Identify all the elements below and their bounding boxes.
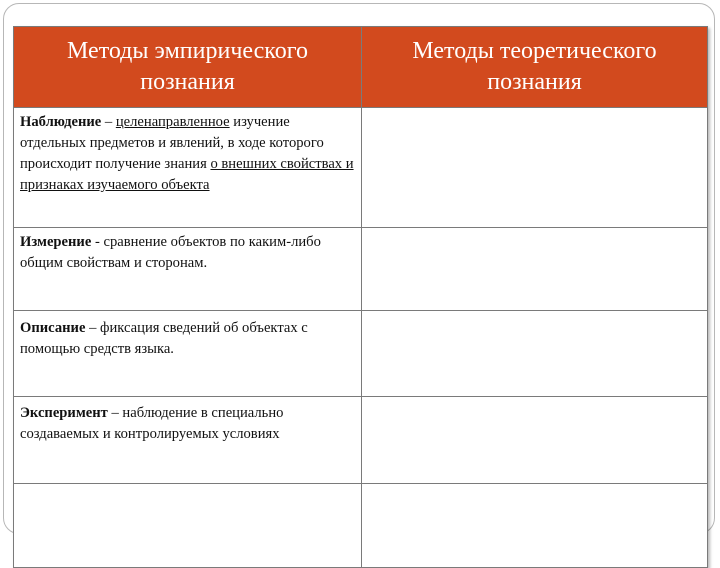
experiment-desc: наблюдение в специально создаваемых и контролируемых условиях [20, 405, 284, 442]
term-measurement: Измерение [20, 234, 92, 250]
observation-desc: изучение отдельных предметов и явлений, в ходе которого происходит получение знания [20, 114, 324, 172]
dash: – [85, 320, 101, 336]
methods-table [13, 26, 708, 568]
dash: - [91, 234, 104, 250]
cell-theoretical-1 [362, 108, 708, 228]
cell-theoretical-2 [362, 228, 708, 311]
cell-measurement [14, 228, 362, 311]
dash: – [107, 405, 123, 421]
term-experiment: Эксперимент [20, 405, 108, 421]
description-desc: фиксация сведений об объектах с помощью средств языка. [20, 320, 308, 357]
cell-theoretical-4 [362, 397, 708, 484]
table-row [14, 108, 708, 228]
cell-theoretical-3 [362, 311, 708, 397]
measurement-desc: сравнение объектов по каким-либо общим свойствам и сторонам. [20, 234, 321, 271]
cell-theoretical-5 [362, 484, 708, 568]
table-row [14, 484, 708, 568]
table-row [14, 397, 708, 484]
header-theoretical-methods: Методы теоретического познания [362, 27, 708, 108]
cell-experiment [14, 397, 362, 484]
table-row [14, 311, 708, 397]
term-observation: Наблюдение [20, 114, 102, 130]
observation-underlined-1: целенаправленное [115, 114, 230, 130]
cell-observation [14, 108, 362, 228]
observation-underlined-2: о внешних свойствах и признаках изучаемого объекта [20, 156, 354, 193]
table-header-row [14, 27, 708, 108]
header-empirical-methods: Методы эмпирического познания [14, 27, 362, 108]
cell-description [14, 311, 362, 397]
table-row [14, 228, 708, 311]
cell-empirical-empty [14, 484, 362, 568]
dash: – [101, 114, 116, 130]
term-description: Описание [20, 320, 86, 336]
